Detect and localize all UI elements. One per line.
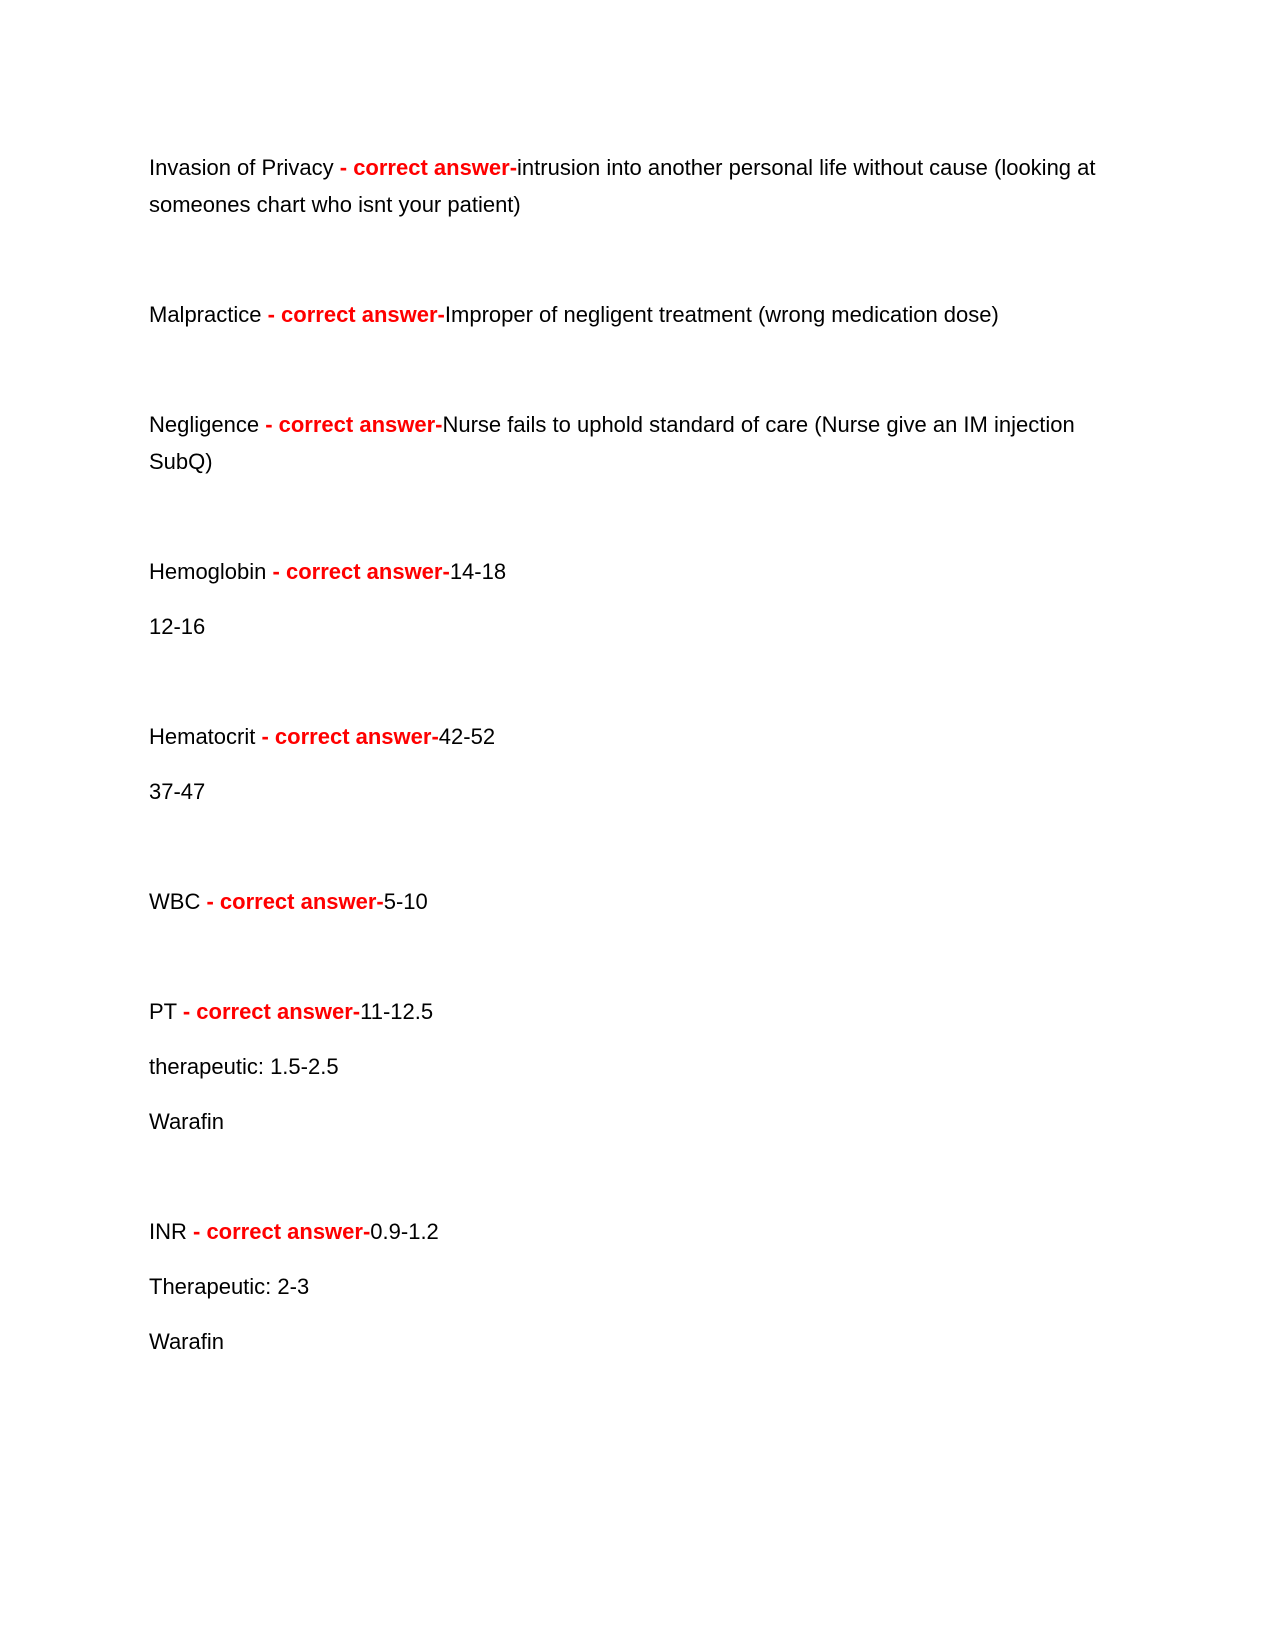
term: Invasion of Privacy	[149, 155, 340, 180]
correct-answer-separator: - correct answer-	[267, 302, 445, 327]
answer-extra-line: 37-47	[149, 779, 206, 804]
flashcard-entry	[149, 993, 1129, 1140]
document-page	[149, 149, 1129, 1433]
answer: 5-10	[383, 889, 428, 914]
entry-main-line	[149, 883, 1129, 920]
entry-main-line	[149, 1213, 1129, 1250]
answer: 11-12.5	[360, 999, 434, 1024]
entry-main-line	[149, 149, 1129, 223]
term: Hematocrit	[149, 724, 262, 749]
answer-extra-line: therapeutic: 1.5-2.5	[149, 1054, 339, 1079]
answer-extra-line: 12-16	[149, 614, 206, 639]
flashcard-entry	[149, 553, 1129, 645]
term: PT	[149, 999, 183, 1024]
correct-answer-separator: - correct answer-	[206, 889, 384, 914]
term: Hemoglobin	[149, 559, 273, 584]
answer: 14-18	[449, 559, 507, 584]
entry-main-line	[149, 296, 1129, 333]
entry-main-line	[149, 718, 1129, 755]
flashcard-entry	[149, 406, 1129, 480]
entry-main-line	[149, 993, 1129, 1030]
flashcard-entry	[149, 149, 1129, 223]
answer-extra-line: Warafin	[149, 1109, 224, 1134]
flashcard-entry	[149, 296, 1129, 333]
correct-answer-separator: - correct answer-	[265, 412, 443, 437]
flashcard-entry	[149, 883, 1129, 920]
term: Malpractice	[149, 302, 268, 327]
entry-main-line	[149, 406, 1129, 480]
term: WBC	[149, 889, 207, 914]
correct-answer-separator: - correct answer-	[339, 155, 518, 180]
entry-main-line	[149, 553, 1129, 590]
answer-extra-line: Warafin	[149, 1329, 224, 1354]
term: INR	[149, 1219, 193, 1244]
answer-extra-line: Therapeutic: 2-3	[149, 1274, 310, 1299]
answer: intrusion into another personal life without cause (looking at someones chart who isnt your patient)	[149, 155, 1096, 217]
flashcard-entry	[149, 1213, 1129, 1360]
correct-answer-separator: - correct answer-	[272, 559, 450, 584]
answer: Nurse fails to uphold standard of care (Nurse give an IM injection SubQ)	[149, 412, 1075, 474]
correct-answer-separator: - correct answer-	[182, 999, 361, 1024]
answer: Improper of negligent treatment (wrong medication dose)	[444, 302, 999, 327]
correct-answer-separator: - correct answer-	[193, 1219, 371, 1244]
flashcard-entry	[149, 718, 1129, 810]
answer: 42-52	[438, 724, 496, 749]
correct-answer-separator: - correct answer-	[261, 724, 439, 749]
term: Negligence	[149, 412, 266, 437]
answer: 0.9-1.2	[370, 1219, 439, 1244]
